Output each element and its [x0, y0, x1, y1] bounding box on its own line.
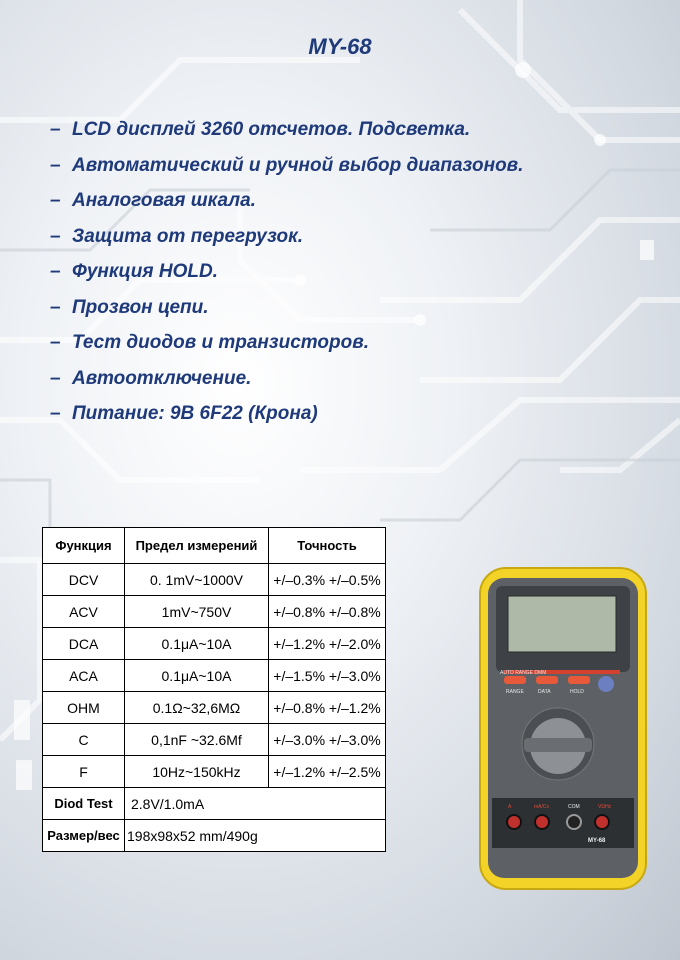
function-cell: OHM [43, 692, 125, 724]
table-row [43, 724, 386, 756]
header-accuracy: Точность [269, 528, 386, 564]
accuracy-cell: +/–0.8% +/–0.8% [269, 596, 386, 628]
multimeter-image [478, 566, 648, 891]
feature-text: LCD дисплей 3260 отсчетов. Подсветка. [72, 119, 471, 140]
function-cell: C [43, 724, 125, 756]
meter-auto-label: AUTO RANGE DMM [500, 670, 547, 676]
meter-v-label: VΩHz [598, 804, 612, 810]
table-row [43, 692, 386, 724]
header-function: Функция [43, 528, 125, 564]
feature-text: Автоотключение. [72, 367, 252, 389]
function-cell: F [43, 756, 125, 788]
table-row-size [43, 820, 386, 852]
feature-text: Автоматический и ручной выбор диапазонов. [72, 154, 524, 176]
dash-bullet: – [50, 225, 61, 247]
table-header-row [43, 528, 386, 564]
table-row [43, 660, 386, 692]
feature-text: Аналоговая шкала. [72, 190, 256, 211]
accuracy-cell: +/–3.0% +/–3.0% [269, 724, 386, 756]
accuracy-cell: +/–0.8% +/–1.2% [269, 692, 386, 724]
dash-bullet: – [50, 332, 61, 353]
range-cell: 0,1nF ~32.6Mf [125, 724, 269, 756]
feature-item [50, 188, 523, 224]
diode-value: 2.8V/1.0mA [125, 788, 386, 820]
feature-text: Питание: 9В 6F22 (Крона) [72, 403, 318, 424]
feature-item [50, 295, 523, 331]
feature-item [50, 259, 523, 295]
meter-brand-label: MY-68 [588, 838, 606, 844]
range-cell: 0.1μA~10A [125, 660, 269, 692]
dash-bullet: – [50, 367, 61, 389]
range-cell: 0.1μA~10A [125, 628, 269, 660]
feature-item [50, 330, 523, 366]
meter-data-label: DATA [538, 689, 551, 695]
spec-table [42, 527, 386, 852]
feature-text: Функция HOLD. [72, 261, 218, 282]
meter-com-label: COM [568, 804, 580, 810]
range-cell: 1mV~750V [125, 596, 269, 628]
feature-item [50, 366, 523, 402]
dash-bullet: – [50, 154, 61, 176]
meter-range-label: RANGE [506, 689, 524, 695]
feature-item [50, 153, 523, 189]
accuracy-cell: +/–1.5% +/–3.0% [269, 660, 386, 692]
dash-bullet: – [50, 296, 61, 318]
feature-text: Тест диодов и транзисторов. [72, 332, 369, 353]
meter-ma-label: mA/Cx [534, 804, 549, 810]
accuracy-cell: +/–1.2% +/–2.5% [269, 756, 386, 788]
dash-bullet: – [50, 119, 61, 140]
table-row [43, 564, 386, 596]
range-cell: 0. 1mV~1000V [125, 564, 269, 596]
range-cell: 10Hz~150kHz [125, 756, 269, 788]
meter-a-label: A [508, 804, 512, 810]
feature-list [50, 117, 523, 437]
table-row [43, 596, 386, 628]
feature-text: Прозвон цепи. [72, 296, 209, 318]
range-cell: 0.1Ω~32,6MΩ [125, 692, 269, 724]
function-cell: DCV [43, 564, 125, 596]
dash-bullet: – [50, 261, 61, 282]
function-cell: DCA [43, 628, 125, 660]
diode-label: Diod Test [43, 788, 125, 820]
function-cell: ACV [43, 596, 125, 628]
feature-item [50, 117, 523, 153]
table-row-diode [43, 788, 386, 820]
dash-bullet: – [50, 190, 61, 211]
size-value: 198x98x52 mm/490g [125, 820, 386, 852]
table-row [43, 756, 386, 788]
feature-item [50, 401, 523, 437]
page-title: MY-68 [308, 34, 372, 59]
size-label: Размер/вес [43, 820, 125, 852]
feature-text: Защита от перегрузок. [72, 225, 304, 247]
accuracy-cell: +/–1.2% +/–2.0% [269, 628, 386, 660]
header-range: Предел измерений [125, 528, 269, 564]
feature-item [50, 224, 523, 260]
table-row [43, 628, 386, 660]
meter-hold-label: HOLD [570, 689, 584, 695]
function-cell: ACA [43, 660, 125, 692]
dash-bullet: – [50, 403, 61, 424]
accuracy-cell: +/–0.3% +/–0.5% [269, 564, 386, 596]
